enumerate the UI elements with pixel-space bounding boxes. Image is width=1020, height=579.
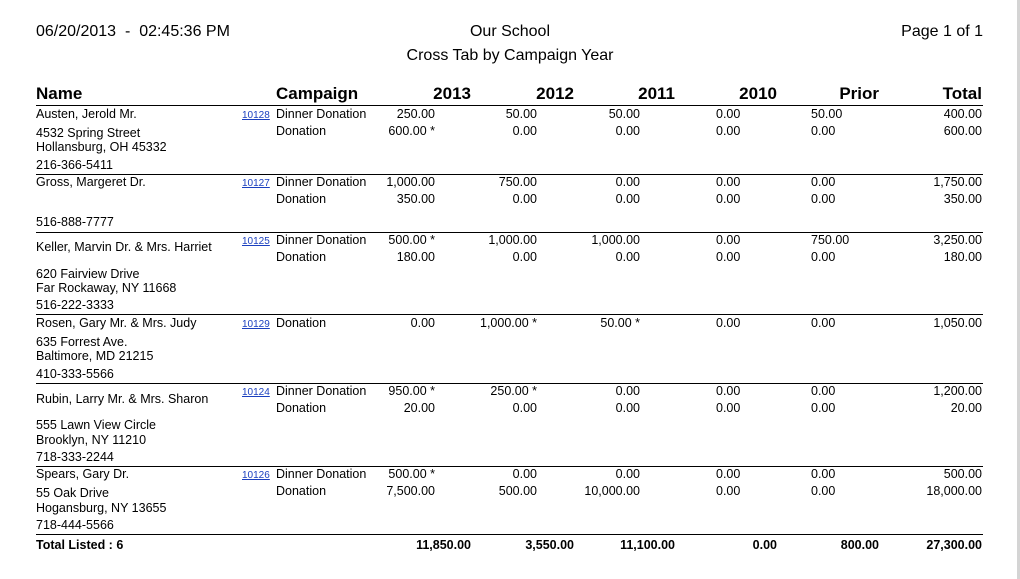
amount-y2010: 0.00 [716, 124, 741, 138]
amount-y2012: 0.00 [512, 192, 537, 206]
amount-prior: 0.00 [811, 175, 836, 189]
amount-y2012: 0.00 [512, 250, 537, 264]
donor-id-link[interactable]: 10124 [242, 387, 270, 398]
amount-y2010: 0.00 [716, 384, 741, 398]
total-listed-label: Total Listed : 6 [36, 538, 124, 552]
campaign-name: Donation [276, 316, 327, 330]
donor-address-line: Baltimore, MD 21215 [36, 349, 154, 363]
amount-y2012: 250.00 * [490, 384, 537, 398]
amount-prior: 0.00 [811, 192, 836, 206]
donor-name: Rubin, Larry Mr. & Mrs. Sharon [36, 392, 209, 406]
amount-prior: 750.00 [811, 233, 850, 247]
school-name: Our School [469, 23, 551, 40]
total-grand: 27,300.00 [926, 538, 982, 552]
amount-y2011: 50.00 * [600, 316, 640, 330]
report-datetime: 06/20/2013 - 02:45:36 PM [36, 23, 230, 40]
amount-y2012: 50.00 [505, 107, 537, 121]
amount-y2010: 0.00 [716, 192, 741, 206]
donor-address-line: 216-366-5411 [36, 158, 113, 172]
amount-prior: 0.00 [811, 467, 836, 481]
donor-address-line: Hollansburg, OH 45332 [36, 140, 167, 154]
campaign-name: Donation [276, 124, 327, 138]
amount-y2010: 0.00 [716, 175, 741, 189]
amount-y2010: 0.00 [716, 316, 741, 330]
amount-total: 18,000.00 [926, 484, 982, 498]
col-header-2011: 2011 [638, 84, 675, 103]
col-header-2013: 2013 [433, 84, 471, 103]
campaign-name: Dinner Donation [276, 175, 367, 189]
amount-y2012: 750.00 [498, 175, 537, 189]
footer-rule [36, 534, 983, 535]
report-title: Cross Tab by Campaign Year [406, 47, 614, 64]
donor-address-line: 4532 Spring Street [36, 126, 141, 140]
donor-id-link[interactable]: 10129 [242, 319, 270, 330]
donor-address-line: 620 Fairview Drive [36, 267, 140, 281]
amount-y2012: 0.00 [512, 401, 537, 415]
amount-total: 400.00 [943, 107, 982, 121]
donor-address-line: 55 Oak Drive [36, 486, 109, 500]
amount-y2013: 7,500.00 [386, 484, 435, 498]
amount-total: 1,750.00 [933, 175, 982, 189]
amount-y2013: 250.00 [396, 107, 435, 121]
amount-y2011: 0.00 [615, 384, 640, 398]
amount-y2012: 1,000.00 [488, 233, 537, 247]
donor-address-line: 410-333-5566 [36, 367, 114, 381]
amount-y2011: 1,000.00 [591, 233, 640, 247]
donor-address-line: 718-444-5566 [36, 518, 114, 532]
amount-y2013: 350.00 [396, 192, 435, 206]
total-2010: 0.00 [752, 538, 777, 552]
col-header-name: Name [36, 84, 83, 103]
total-2011: 11,100.00 [620, 538, 675, 552]
amount-prior: 0.00 [811, 384, 836, 398]
amount-y2013: 500.00 * [388, 467, 435, 481]
total-2013: 11,850.00 [416, 538, 471, 552]
amount-y2010: 0.00 [716, 467, 741, 481]
amount-total: 1,200.00 [933, 384, 982, 398]
donor-address-line: 555 Lawn View Circle [36, 418, 156, 432]
campaign-name: Donation [276, 484, 327, 498]
col-header-campaign: Campaign [276, 84, 359, 103]
col-header-2012: 2012 [536, 84, 574, 103]
donor-id-link[interactable]: 10125 [242, 236, 270, 247]
campaign-name: Donation [276, 401, 327, 415]
amount-y2011: 0.00 [615, 467, 640, 481]
amount-y2013: 600.00 * [388, 124, 435, 138]
amount-y2013: 950.00 * [388, 384, 435, 398]
amount-total: 3,250.00 [933, 233, 982, 247]
donor-id-link[interactable]: 10126 [242, 470, 270, 481]
amount-y2010: 0.00 [716, 233, 741, 247]
amount-y2012: 0.00 [512, 124, 537, 138]
col-header-2010: 2010 [739, 84, 777, 103]
amount-y2010: 0.00 [716, 107, 741, 121]
donor-address-line: 635 Forrest Ave. [36, 335, 128, 349]
donor-address-line: Hogansburg, NY 13655 [36, 501, 167, 515]
donor-name: Gross, Margeret Dr. [36, 175, 146, 189]
campaign-name: Dinner Donation [276, 233, 367, 247]
amount-prior: 0.00 [811, 316, 836, 330]
amount-y2011: 0.00 [615, 124, 640, 138]
total-prior: 800.00 [840, 538, 879, 552]
total-2012: 3,550.00 [525, 538, 574, 552]
donor-address-line: Brooklyn, NY 11210 [36, 433, 147, 447]
amount-y2011: 0.00 [615, 250, 640, 264]
donor-id-link[interactable]: 10127 [242, 178, 270, 189]
campaign-name: Donation [276, 192, 327, 206]
amount-prior: 0.00 [811, 250, 836, 264]
amount-y2010: 0.00 [716, 250, 741, 264]
col-header-total: Total [942, 84, 982, 103]
amount-prior: 50.00 [811, 107, 843, 121]
page-indicator: Page 1 of 1 [901, 23, 983, 40]
amount-y2010: 0.00 [716, 484, 741, 498]
record-divider [36, 466, 983, 467]
amount-y2011: 0.00 [615, 192, 640, 206]
donor-name: Keller, Marvin Dr. & Mrs. Harriet [36, 240, 212, 254]
amount-prior: 0.00 [811, 401, 836, 415]
record-divider [36, 314, 983, 315]
amount-y2011: 10,000.00 [584, 484, 640, 498]
amount-y2013: 500.00 * [388, 233, 435, 247]
amount-y2012: 1,000.00 * [480, 316, 537, 330]
amount-y2012: 500.00 [498, 484, 537, 498]
amount-y2011: 0.00 [615, 401, 640, 415]
header-rule [36, 105, 983, 106]
donor-id-link[interactable]: 10128 [242, 110, 270, 121]
amount-total: 350.00 [943, 192, 982, 206]
campaign-name: Dinner Donation [276, 384, 367, 398]
donor-address-line: 516-222-3333 [36, 298, 114, 312]
amount-y2013: 1,000.00 [386, 175, 435, 189]
amount-y2013: 180.00 [396, 250, 435, 264]
amount-y2012: 0.00 [512, 467, 537, 481]
donor-name: Spears, Gary Dr. [36, 467, 130, 481]
amount-y2011: 0.00 [615, 175, 640, 189]
amount-total: 500.00 [943, 467, 982, 481]
amount-y2013: 0.00 [410, 316, 435, 330]
donor-address-line: 718-333-2244 [36, 450, 114, 464]
campaign-name: Donation [276, 250, 327, 264]
amount-y2010: 0.00 [716, 401, 741, 415]
amount-total: 600.00 [943, 124, 982, 138]
amount-prior: 0.00 [811, 124, 836, 138]
amount-prior: 0.00 [811, 484, 836, 498]
amount-total: 1,050.00 [933, 316, 982, 330]
campaign-name: Dinner Donation [276, 107, 367, 121]
campaign-name: Dinner Donation [276, 467, 367, 481]
donor-address-line: 516-888-7777 [36, 215, 114, 229]
donor-name: Austen, Jerold Mr. [36, 107, 137, 121]
col-header-prior: Prior [839, 84, 879, 103]
donor-name: Rosen, Gary Mr. & Mrs. Judy [36, 316, 197, 330]
amount-total: 20.00 [950, 401, 982, 415]
amount-y2011: 50.00 [608, 107, 640, 121]
amount-total: 180.00 [943, 250, 982, 264]
donor-address-line: Far Rockaway, NY 11668 [36, 281, 177, 295]
amount-y2013: 20.00 [403, 401, 435, 415]
